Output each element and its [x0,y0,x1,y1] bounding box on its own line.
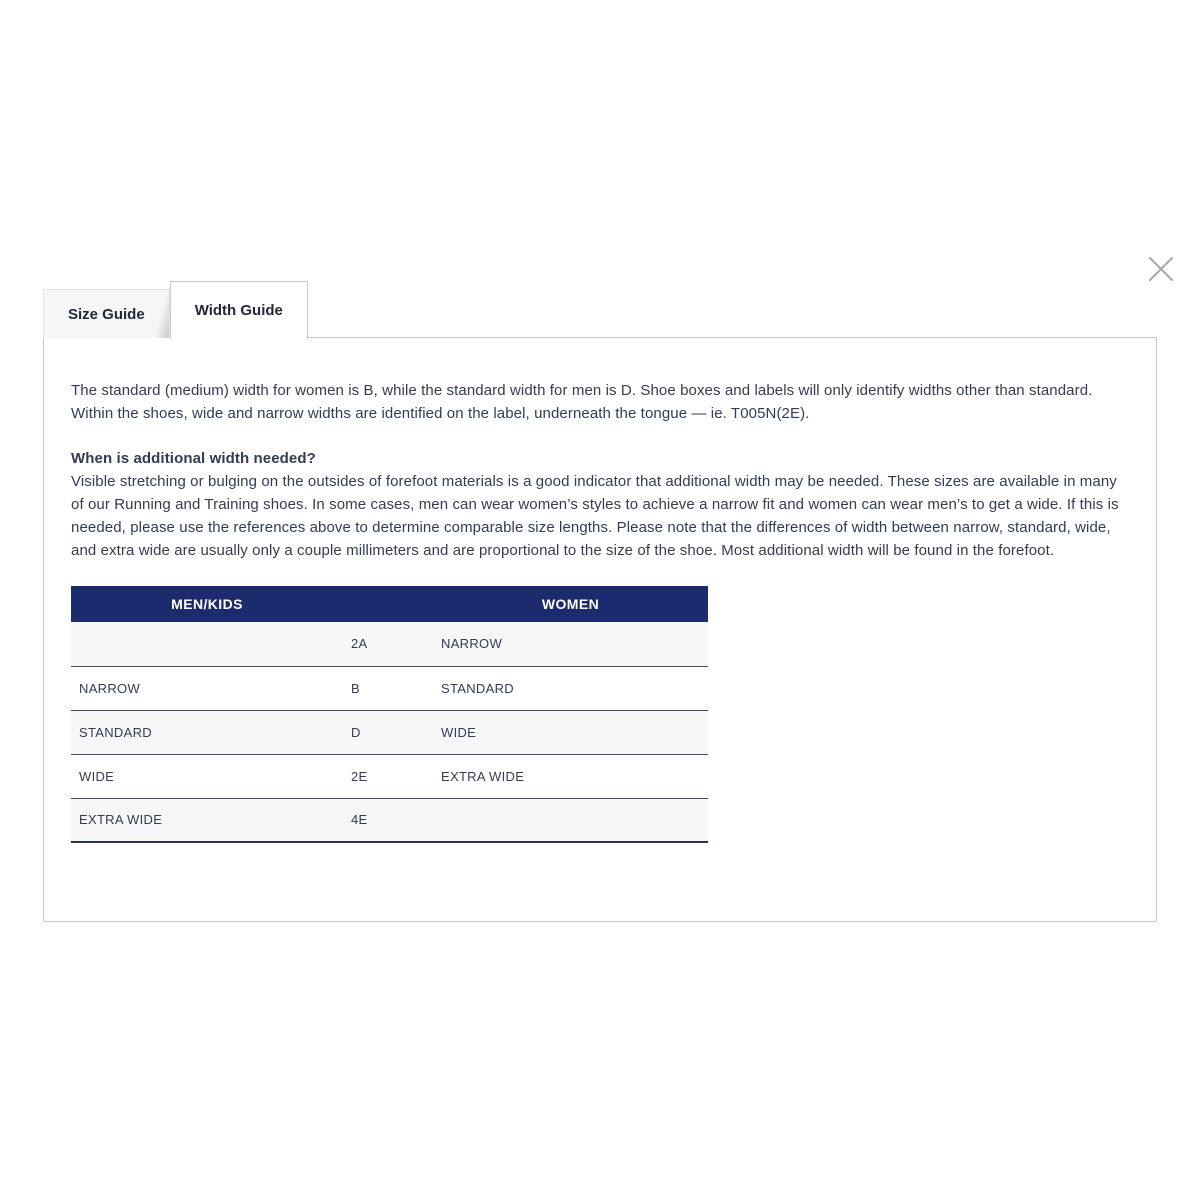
column-header-women: WOMEN [433,586,708,622]
tab-size-guide[interactable] [43,289,170,338]
tab-size-guide-label: Size Guide [68,305,145,323]
width-code: 4E [343,798,433,842]
width-guide-panel [43,337,1157,922]
width-code: B [343,666,433,710]
width-table-header [71,586,708,622]
width-table [71,586,708,843]
width-code: 2E [343,754,433,798]
table-row [71,798,708,842]
table-row [71,710,708,754]
table-row [71,754,708,798]
women-width-label: STANDARD [433,666,708,710]
width-code: D [343,710,433,754]
header-row [71,586,708,622]
tab-bar [43,280,308,338]
men-width-label: STANDARD [71,710,343,754]
close-button[interactable] [1144,252,1178,286]
women-width-label: WIDE [433,710,708,754]
width-code: 2A [343,622,433,666]
men-width-label [71,622,343,666]
tab-width-guide[interactable] [170,281,308,339]
women-width-label: EXTRA WIDE [433,754,708,798]
men-width-label: NARROW [71,666,343,710]
close-icon [1145,253,1177,285]
men-width-label: EXTRA WIDE [71,798,343,842]
table-row [71,622,708,666]
width-table-body [71,622,708,842]
women-width-label: NARROW [433,622,708,666]
section-heading: When is additional width needed? [71,450,316,467]
women-width-label [433,798,708,842]
column-header-code [343,586,433,622]
men-width-label: WIDE [71,754,343,798]
intro-paragraph: The standard (medium) width for women is B, while the standard width for men is D. Shoe boxes and labels will only identify widths other than standard. Within the shoes, wide and narrow widths are identified on the label, underneath the tongue — ie. T005N(2E). [71,382,1093,422]
table-row [71,666,708,710]
tab-width-guide-label: Width Guide [194,301,283,319]
body-paragraph: Visible stretching or bulging on the outsides of forefoot materials is a good indicator that additional width may be needed. These sizes are available in many of our Running and Training shoes. In some cases, men can wear women’s styles to achieve a narrow fit and women can wear men’s to get a wide. If this is needed, please use the references above to determine comparable size lengths. Please note that the differences of width between narrow, standard, wide, and extra wide are usually only a couple millimeters and are proportional to the size of the shoe. Most additional width will be found in the forefoot. [71,473,1119,559]
column-header-men-kids: MEN/KIDS [71,586,343,622]
